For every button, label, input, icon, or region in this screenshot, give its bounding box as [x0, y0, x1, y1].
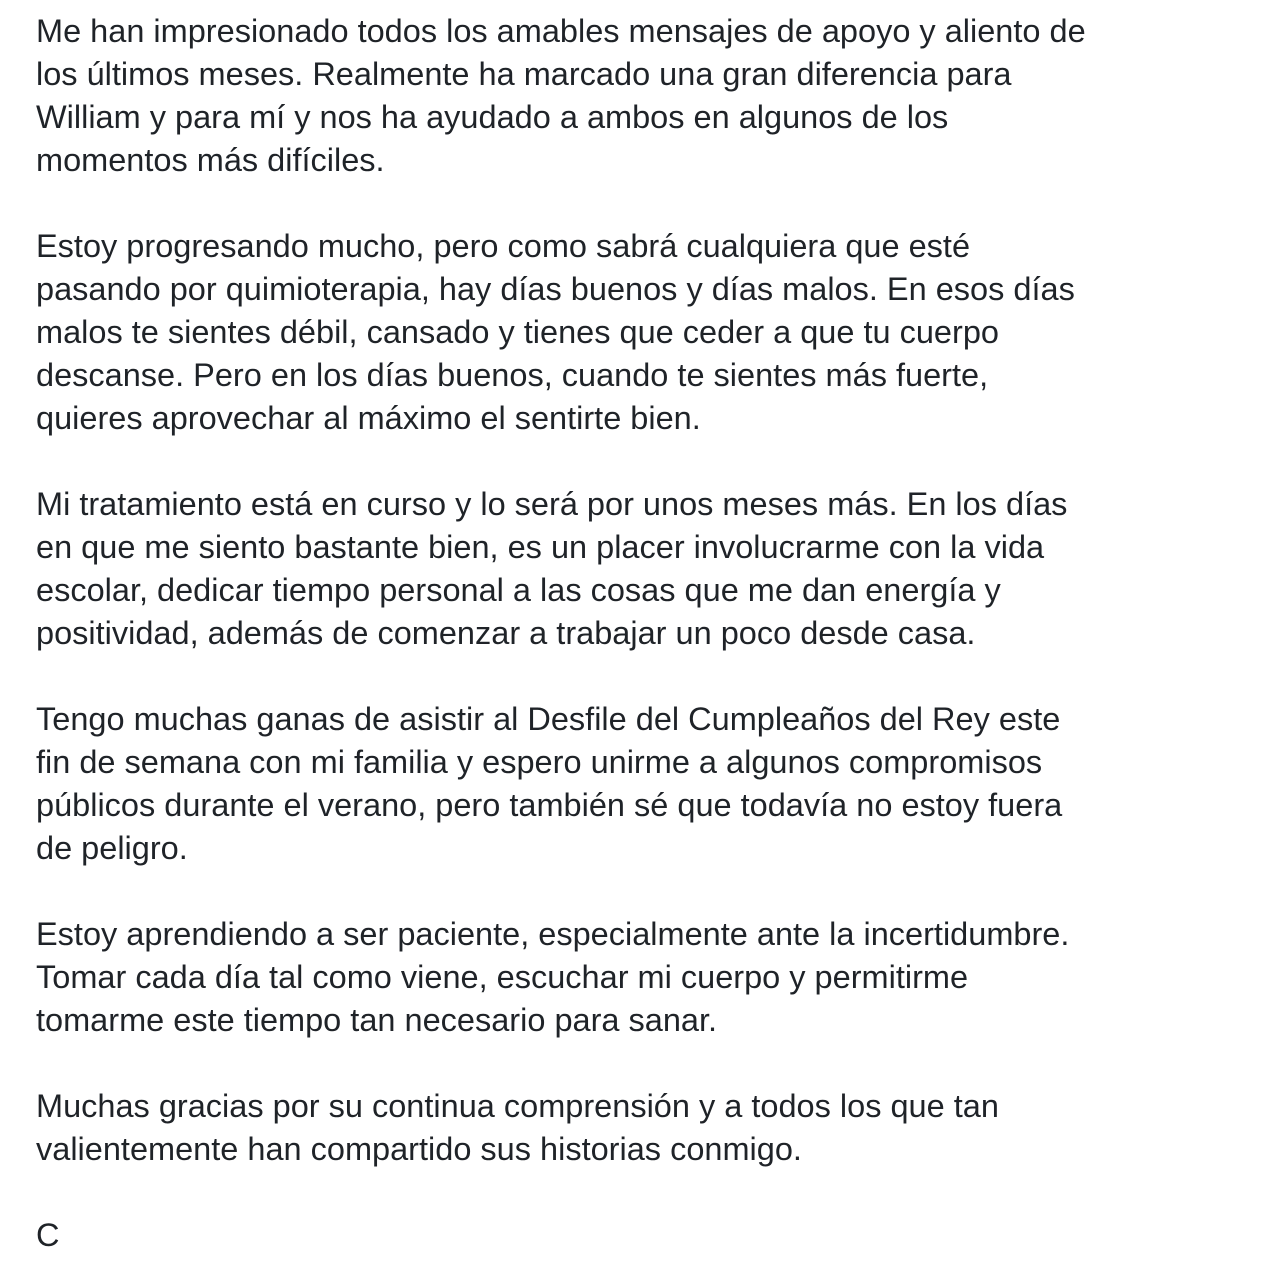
text-line: fin de semana con mi familia y espero unirme a algunos compromisos	[36, 744, 1043, 780]
text-line: Muchas gracias por su continua comprensión y a todos los que tan	[36, 1088, 999, 1124]
paragraph-5	[36, 913, 1261, 1042]
signature	[36, 1214, 1261, 1257]
text-line: los últimos meses. Realmente ha marcado una gran diferencia para	[36, 56, 1012, 92]
text-line: momentos más difíciles.	[36, 142, 385, 178]
text-line: William y para mí y nos ha ayudado a ambos en algunos de los	[36, 99, 949, 135]
text-line: Tomar cada día tal como viene, escuchar mi cuerpo y permitirme	[36, 959, 969, 995]
text-line: Estoy aprendiendo a ser paciente, especialmente ante la incertidumbre.	[36, 916, 1070, 952]
signature-text: C	[36, 1217, 60, 1253]
text-line: públicos durante el verano, pero también sé que todavía no estoy fuera	[36, 787, 1063, 823]
text-line: Mi tratamiento está en curso y lo será por unos meses más. En los días	[36, 486, 1068, 522]
text-line: escolar, dedicar tiempo personal a las cosas que me dan energía y	[36, 572, 1001, 608]
text-line: descanse. Pero en los días buenos, cuando te sientes más fuerte,	[36, 357, 989, 393]
text-line: positividad, además de comenzar a trabajar un poco desde casa.	[36, 615, 976, 651]
text-line: Estoy progresando mucho, pero como sabrá cualquiera que esté	[36, 228, 971, 264]
text-line: valientemente han compartido sus historias conmigo.	[36, 1131, 802, 1167]
text-line: quieres aprovechar al máximo el sentirte bien.	[36, 400, 701, 436]
text-line: Tengo muchas ganas de asistir al Desfile del Cumpleaños del Rey este	[36, 701, 1061, 737]
text-line: en que me siento bastante bien, es un placer involucrarme con la vida	[36, 529, 1045, 565]
text-line: pasando por quimioterapia, hay días buenos y días malos. En esos días	[36, 271, 1075, 307]
text-line: tomarme este tiempo tan necesario para sanar.	[36, 1002, 718, 1038]
text-line: malos te sientes débil, cansado y tienes que ceder a que tu cuerpo	[36, 314, 999, 350]
paragraph-6	[36, 1085, 1261, 1171]
text-line: de peligro.	[36, 830, 188, 866]
text-line: Me han impresionado todos los amables mensajes de apoyo y aliento de	[36, 13, 1086, 49]
paragraph-1	[36, 10, 1261, 182]
post-body	[36, 10, 1261, 1257]
paragraph-2	[36, 225, 1261, 440]
paragraph-3	[36, 483, 1261, 655]
paragraph-4	[36, 698, 1261, 870]
